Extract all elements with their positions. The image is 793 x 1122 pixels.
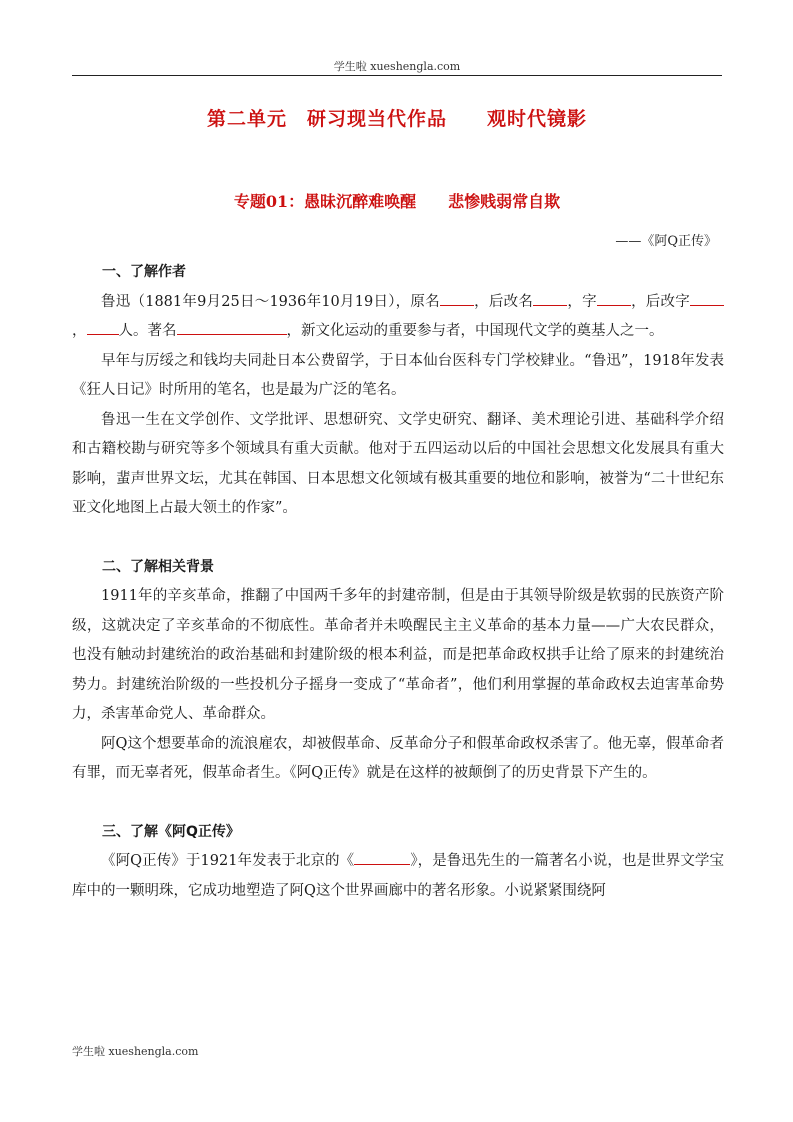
background-paragraph-2: 阿Q这个想要革命的流浪雇农，却被假革命、反革命分子和假革命政权杀害了。他无辜，假革命者有罪，而无辜者死，假革命者生。《阿Q正传》就是在这样的被颠倒了的历史背景下产生的。 bbox=[72, 735, 724, 781]
header-divider bbox=[72, 75, 722, 76]
section-heading-author: 一、了解作者 bbox=[102, 264, 186, 280]
text-run: 《阿Q正传》于1921年发表于北京的《 bbox=[101, 853, 355, 869]
text-run: 人。著名 bbox=[118, 323, 177, 339]
fill-blank-newspaper[interactable] bbox=[354, 850, 410, 865]
text-run: ，字 bbox=[567, 293, 597, 310]
background-paragraph-1: 1911年的辛亥革命，推翻了中国两千多年的封建帝制，但是由于其领导阶级是软弱的民族资产阶级，这就决定了辛亥革命的不彻底性。革命者并未唤醒民主主义革命的基本力量——广大农民群众，也没有触动封建统治的政治基础和封建阶级的根本利益，而是把革命政权拱手让给了原来的封建统治势力。封建统治阶级的一些投机分子摇身一变成了“革命者”，他们利用掌握的革命政权去迫害革命势力，杀害革命党人、革命群众。 bbox=[72, 588, 724, 722]
topic-title: 专题01：愚昧沉醉难唤醒 悲惨贱弱常自欺 bbox=[233, 192, 561, 211]
fill-blank-later-courtesy-name[interactable] bbox=[690, 291, 724, 306]
text-run: ， bbox=[72, 323, 87, 339]
source-attribution: ——《阿Q正传》 bbox=[615, 234, 717, 249]
author-paragraph-1 bbox=[72, 288, 724, 347]
fill-blank-courtesy-name[interactable] bbox=[597, 291, 631, 306]
author-paragraph-3: 鲁迅一生在文学创作、文学批评、思想研究、文学史研究、翻译、美术理论引进、基础科学介绍和古籍校勘与研究等多个领域具有重大贡献。他对于五四运动以后的中国社会思想文化发展具有重大影响，蜚声世界文坛，尤其在韩国、日本思想文化领域有极其重要的地位和影响，被誉为“二十世纪东亚文化地图上占最大领土的作家”。 bbox=[72, 411, 724, 516]
story-paragraph-1 bbox=[72, 847, 724, 906]
text-run: ，后改字 bbox=[630, 293, 691, 310]
text-run: ，新文化运动的重要参与者，中国现代文学的奠基人之一。 bbox=[286, 323, 664, 339]
text-run: ，后改名 bbox=[473, 293, 534, 310]
page-footer: 学生啦 xueshengla.com bbox=[72, 1045, 199, 1058]
section-heading-background: 二、了解相关背景 bbox=[102, 558, 214, 575]
fill-blank-original-name[interactable] bbox=[440, 291, 474, 306]
section-spacer bbox=[72, 789, 724, 818]
section-heading-story: 三、了解《阿Q正传》 bbox=[102, 823, 240, 840]
page-header: 学生啦 xueshengla.com bbox=[333, 60, 461, 73]
fill-blank-titles[interactable] bbox=[177, 320, 287, 335]
text-run: 》，是鲁迅先生的一篇著名小说，也是世界文学宝库中的一颗明珠，它成功地塑造了阿Q这个世界画廊中的著名形象。小说紧紧围绕阿 bbox=[72, 853, 724, 899]
text-run: 鲁迅（1881年9月25日～1936年10月19日），原名 bbox=[101, 293, 440, 310]
document-body bbox=[72, 258, 724, 906]
fill-blank-changed-name[interactable] bbox=[533, 291, 567, 306]
unit-title: 第二单元 研习现当代作品 观时代镜影 bbox=[206, 108, 587, 130]
section-spacer bbox=[72, 524, 724, 553]
fill-blank-hometown[interactable] bbox=[87, 320, 119, 335]
author-paragraph-2: 早年与厉绥之和钱均夫同赴日本公费留学，于日本仙台医科专门学校肄业。“鲁迅”，1918年发表《狂人日记》时所用的笔名，也是最为广泛的笔名。 bbox=[72, 352, 724, 398]
